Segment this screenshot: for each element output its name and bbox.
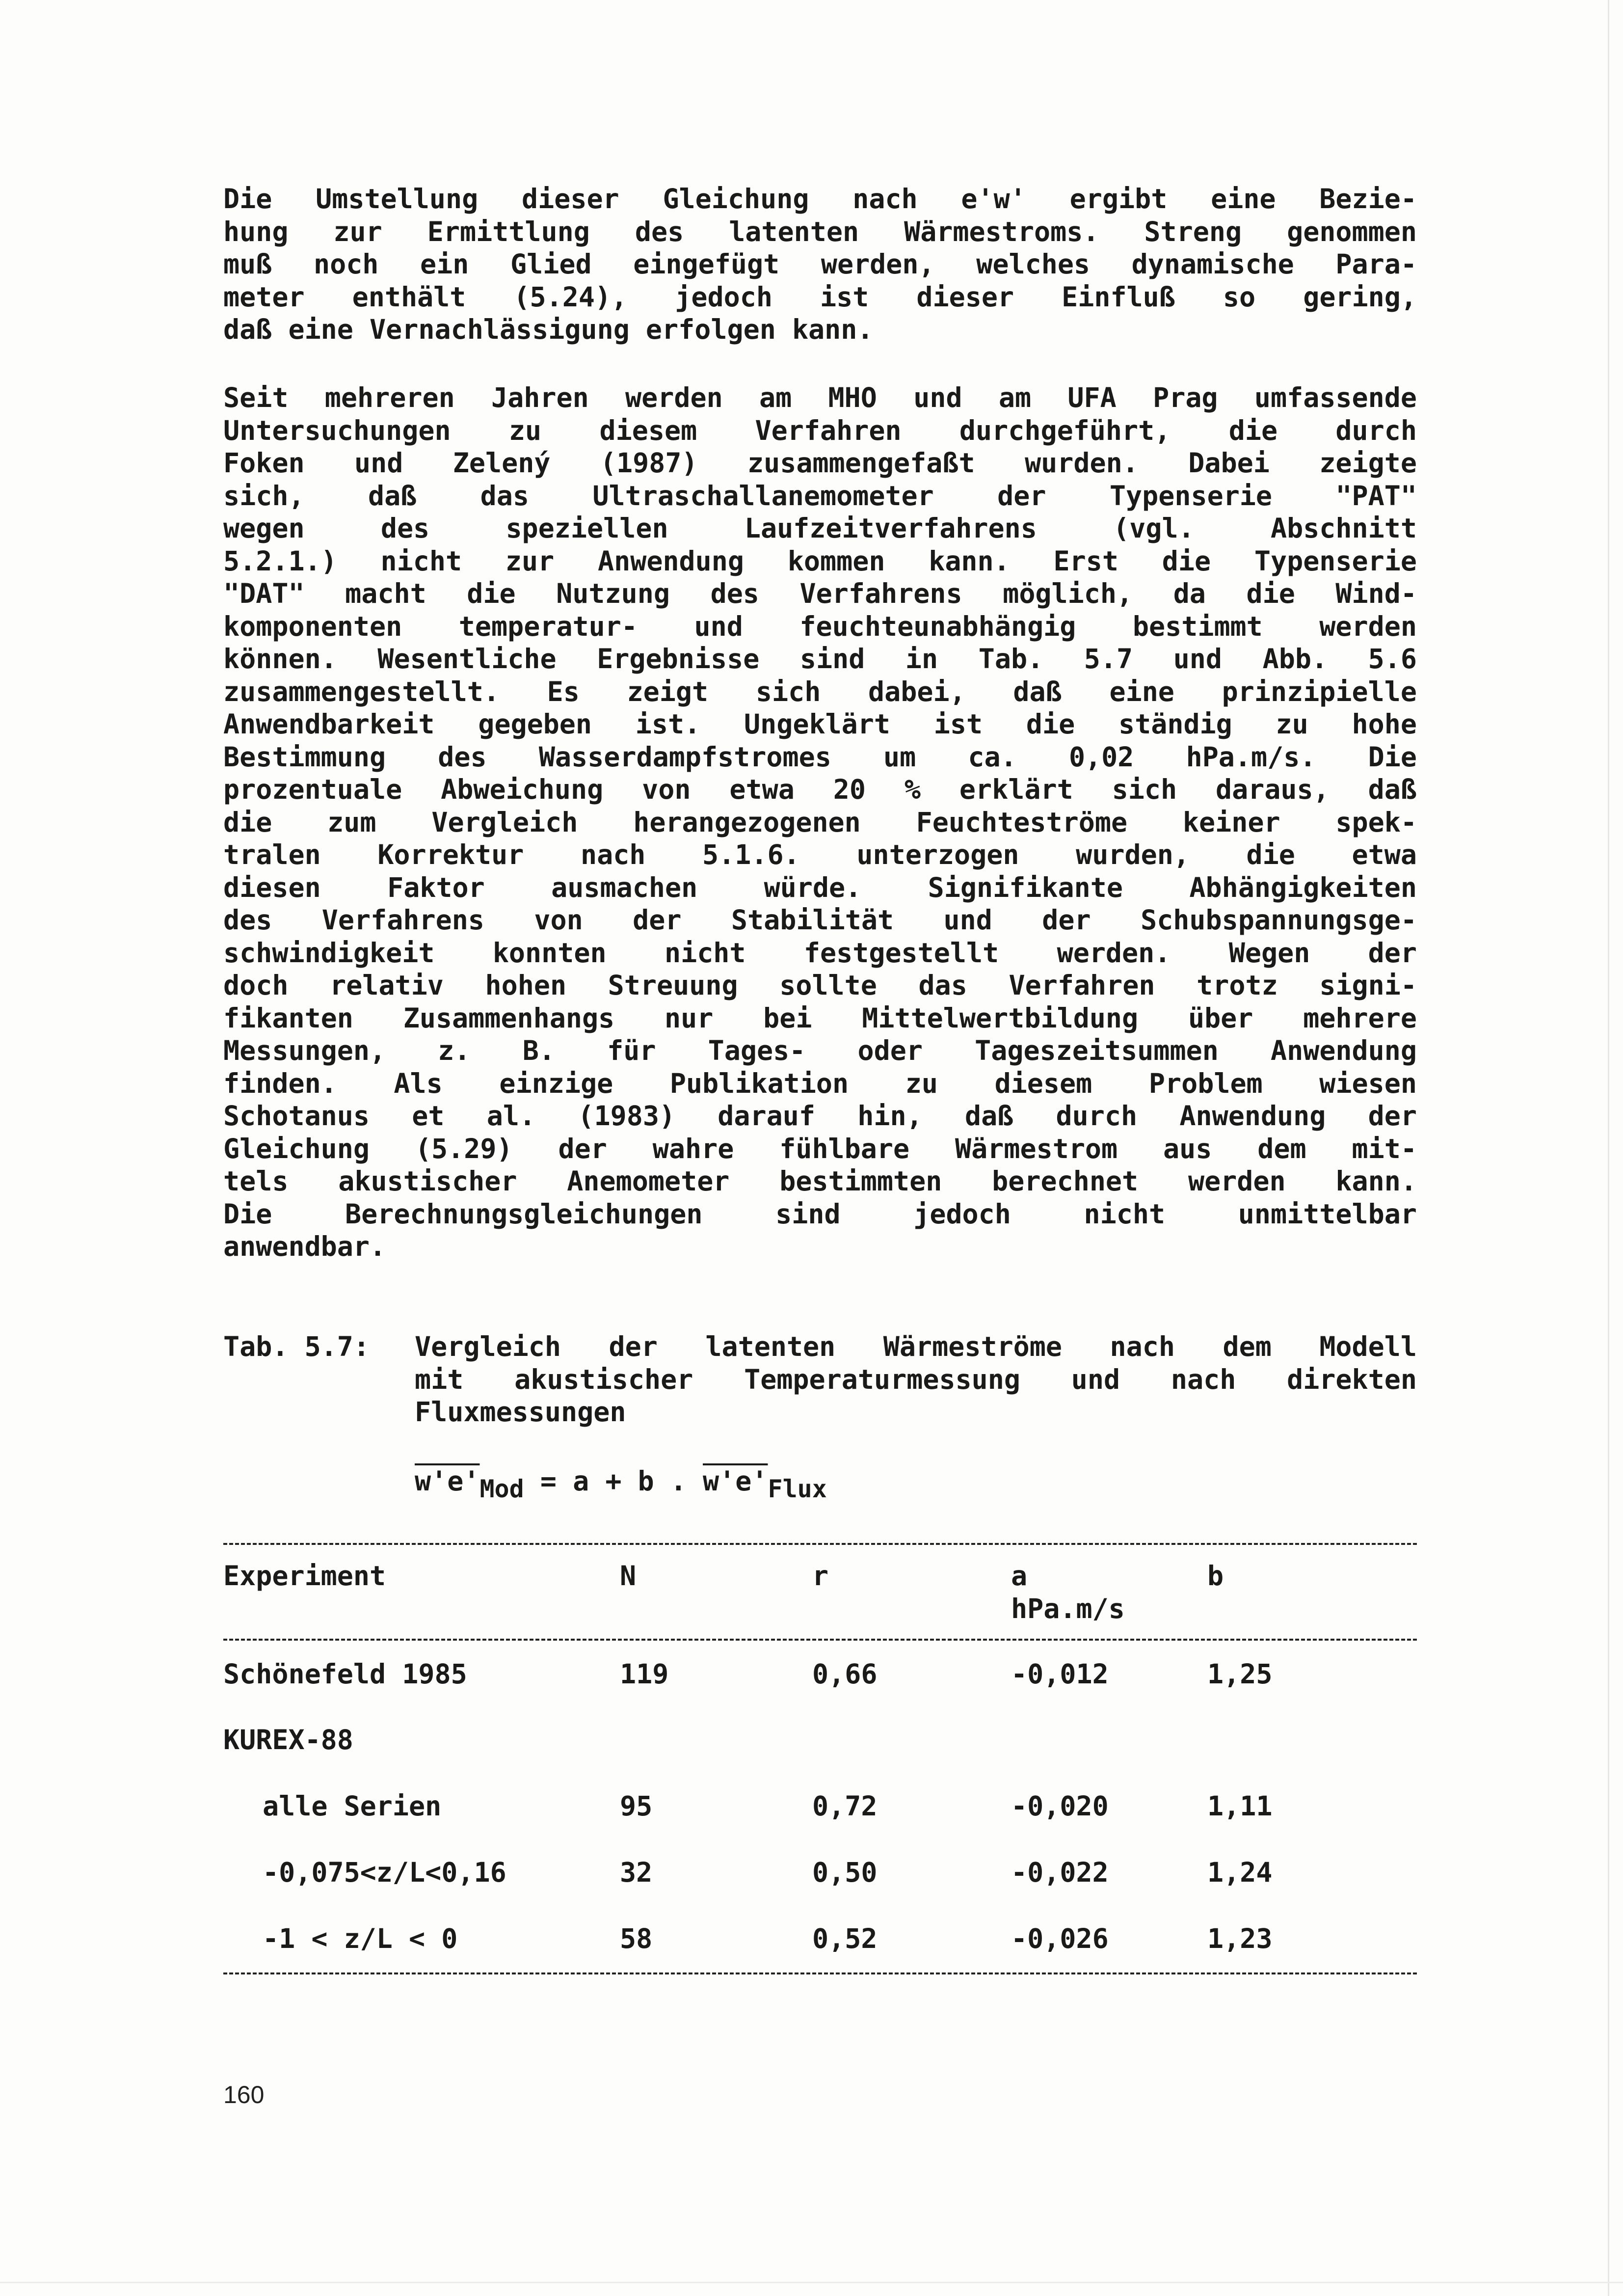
column-header-b: b (1207, 1560, 1224, 1592)
table-cell-r: 0,72 (812, 1790, 878, 1822)
table-cell-n: 95 (620, 1790, 653, 1822)
text-line: finden. Als einzige Publikation zu diesem Problem wiesen (223, 1067, 1417, 1099)
text-line: die zum Vergleich herangezogenen Feuchteströme keiner spek- (223, 806, 1417, 838)
text-line: wegen des speziellen Laufzeitverfahrens (vgl. Abschnitt (223, 513, 1417, 544)
text-line: 5.2.1.) nicht zur Anwendung kommen kann. Erst die Typenserie (223, 545, 1417, 577)
table-cell-n: 58 (620, 1923, 653, 1954)
text-line: schwindigkeit konnten nicht festgestellt werden. Wegen der (223, 937, 1417, 969)
table-cell-experiment: -1 < z/L < 0 (263, 1923, 458, 1954)
text-line: des Verfahrens von der Stabilität und der Schubspannungsge- (223, 904, 1417, 936)
table-caption-text (415, 1330, 1417, 1429)
text-line: sich, daß das Ultraschallanemometer der Typenserie "PAT" (223, 480, 1417, 512)
table-cell-a: -0,012 (1011, 1658, 1109, 1690)
table-cell-r: 0,66 (812, 1658, 878, 1690)
text-line: anwendbar. (223, 1231, 386, 1262)
formula-rhs: w'e' (703, 1465, 768, 1497)
text-line: fikanten Zusammenhangs nur bei Mittelwertbildung über mehrere (223, 1002, 1417, 1034)
text-line: daß eine Vernachlässigung erfolgen kann. (223, 314, 874, 345)
page-edge-bottom (0, 2282, 1623, 2283)
text-line: Seit mehreren Jahren werden am MHO und am UFA Prag umfassende (223, 382, 1417, 413)
table-cell-experiment: -0,075<z/L<0,16 (263, 1857, 506, 1888)
column-header-r: r (812, 1560, 829, 1592)
page-edge-right (1608, 0, 1609, 2296)
text-line: tels akustischer Anemometer bestimmten berechnet werden kann. (223, 1165, 1417, 1197)
text-line: Die Umstellung dieser Gleichung nach e'w' ergibt eine Bezie- (223, 183, 1417, 215)
table-cell-a: -0,020 (1011, 1790, 1109, 1822)
table-group-label: KUREX-88 (223, 1724, 353, 1756)
text-line: Anwendbarkeit gegeben ist. Ungeklärt ist die ständig zu hohe (223, 708, 1417, 740)
table-rule-bottom (223, 1972, 1417, 1974)
table-cell-r: 0,52 (812, 1923, 878, 1954)
text-line: Untersuchungen zu diesem Verfahren durchgeführt, die durch (223, 414, 1417, 446)
table-cell-experiment: Schönefeld 1985 (223, 1658, 467, 1690)
table-cell-n: 119 (620, 1658, 669, 1690)
text-line: doch relativ hohen Streuung sollte das Verfahren trotz signi- (223, 970, 1417, 1001)
caption-line: Fluxmessungen (415, 1396, 626, 1428)
formula-rhs-sub: Flux (768, 1475, 827, 1503)
column-header-a: a (1011, 1560, 1028, 1592)
text-line: Die Berechnungsgleichungen sind jedoch nicht unmittelbar (223, 1198, 1417, 1230)
text-line: "DAT" macht die Nutzung des Verfahrens möglich, da die Wind- (223, 578, 1417, 609)
table-cell-a: -0,026 (1011, 1923, 1109, 1954)
table-cell-b: 1,25 (1207, 1658, 1273, 1690)
text-line: Schotanus et al. (1983) darauf hin, daß durch Anwendung der (223, 1100, 1417, 1132)
paragraph-2 (223, 381, 1417, 1263)
table-caption-label: Tab. 5.7: (223, 1331, 370, 1362)
regression-formula (415, 1465, 827, 1503)
text-line: Gleichung (5.29) der wahre fühlbare Wärmestrom aus dem mit- (223, 1133, 1417, 1164)
text-line: Messungen, z. B. für Tages- oder Tageszeitsummen Anwendung (223, 1035, 1417, 1066)
column-header-n: N (620, 1560, 637, 1592)
table-rule-header (223, 1639, 1417, 1641)
table-rule-top (223, 1543, 1417, 1545)
table-cell-r: 0,50 (812, 1857, 878, 1888)
text-line: meter enthält (5.24), jedoch ist dieser Einfluß so gering, (223, 281, 1417, 313)
formula-lhs: w'e' (415, 1465, 480, 1497)
page-number: 160 (223, 2081, 265, 2108)
text-line: muß noch ein Glied eingefügt werden, welches dynamische Para- (223, 248, 1417, 280)
text-line: komponenten temperatur- und feuchteunabhängig bestimmt werden (223, 610, 1417, 642)
text-line: Bestimmung des Wasserdampfstromes um ca. 0,02 hPa.m/s. Die (223, 741, 1417, 773)
text-line: diesen Faktor ausmachen würde. Signifikante Abhängigkeiten (223, 871, 1417, 903)
table-cell-b: 1,23 (1207, 1923, 1273, 1954)
formula-middle: = a + b . (524, 1465, 703, 1497)
table-cell-b: 1,11 (1207, 1790, 1273, 1822)
formula-lhs-sub: Mod (479, 1475, 524, 1503)
caption-line: mit akustischer Temperaturmessung und nach direkten (415, 1363, 1417, 1395)
paragraph-1 (223, 183, 1417, 346)
text-line: hung zur Ermittlung des latenten Wärmestroms. Streng genommen (223, 216, 1417, 247)
column-header-experiment: Experiment (223, 1560, 386, 1592)
text-line: prozentuale Abweichung von etwa 20 % erklärt sich daraus, daß (223, 774, 1417, 805)
caption-line: Vergleich der latenten Wärmeströme nach dem Modell (415, 1331, 1417, 1362)
table-cell-experiment: alle Serien (263, 1790, 442, 1822)
text-line: zusammengestellt. Es zeigt sich dabei, daß eine prinzipielle (223, 675, 1417, 707)
text-line: können. Wesentliche Ergebnisse sind in Tab. 5.7 und Abb. 5.6 (223, 643, 1417, 675)
column-header-a-unit: hPa.m/s (1011, 1593, 1125, 1624)
table-cell-n: 32 (620, 1857, 653, 1888)
table-cell-b: 1,24 (1207, 1857, 1273, 1888)
text-line: tralen Korrektur nach 5.1.6. unterzogen wurden, die etwa (223, 839, 1417, 870)
table-cell-a: -0,022 (1011, 1857, 1109, 1888)
text-line: Foken und Zelený (1987) zusammengefaßt wurden. Dabei zeigte (223, 447, 1417, 479)
